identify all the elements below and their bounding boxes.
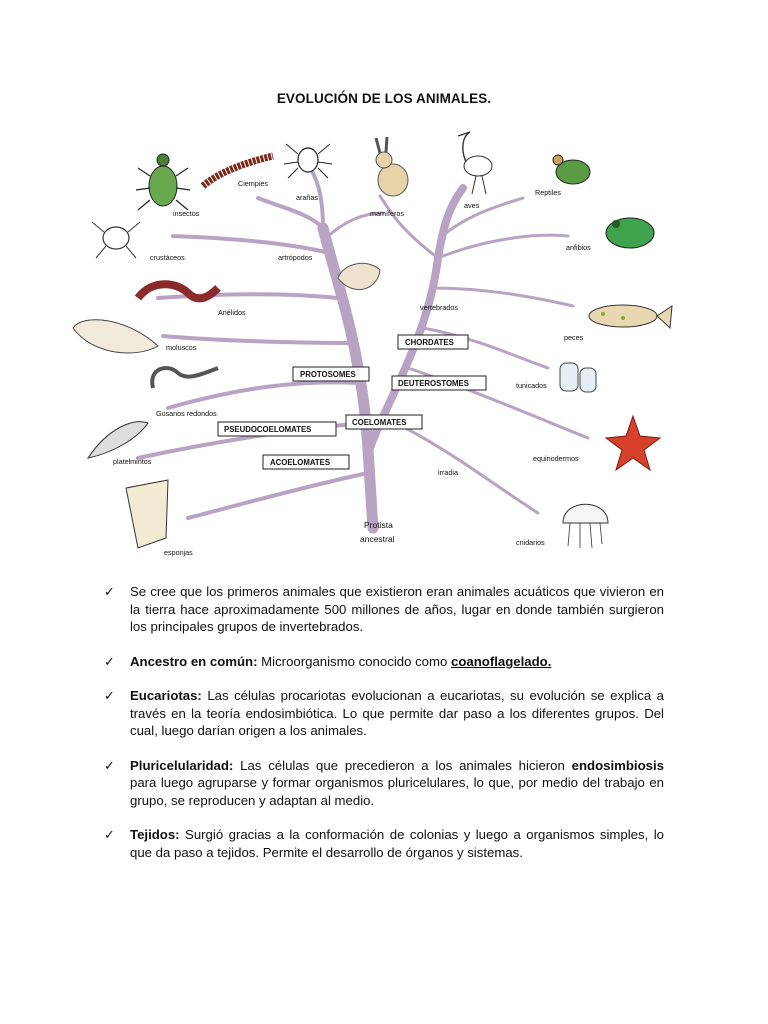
bullet-list bbox=[104, 583, 664, 878]
animal-evolution-tree bbox=[68, 118, 680, 558]
spider-icon bbox=[284, 144, 332, 178]
box-deuterostomes-label: DEUTEROSTOMES bbox=[398, 379, 469, 388]
box-chordates bbox=[398, 335, 468, 349]
label-moluscos: moluscos bbox=[166, 343, 197, 352]
checkmark-icon: ✓ bbox=[104, 688, 115, 703]
bullet-text: Se cree que los primeros animales que existieron eran animales acuáticos que vivieron en la tierra hace aproximadamente 500 millones de años, lugar en donde también surgieron los principales grupos de invertebrados. bbox=[130, 584, 664, 634]
box-acoelomates bbox=[263, 455, 349, 469]
bullet-text: Las células procariotas evolucionan a eucariotas, su evolución se explica a través en la teoría endosimbiótica. Lo que permite dar paso a los diferentes grupos. Del cual, luego darían origen a los animales. bbox=[130, 688, 664, 738]
jellyfish-icon bbox=[563, 504, 608, 548]
label-cnidarios: cnidarios bbox=[516, 538, 545, 547]
roundworm-icon bbox=[152, 368, 218, 388]
root-label-line1: Protista bbox=[364, 520, 393, 530]
bullet-term: Pluricelularidad: bbox=[130, 757, 234, 773]
box-chordates-label: CHORDATES bbox=[405, 338, 454, 347]
bullet-text: Las células que precedieron a los animales hicieron bbox=[233, 757, 572, 773]
bullet-term: Eucariotas: bbox=[130, 688, 202, 703]
bullet-emphasis: endosimbiosis bbox=[571, 757, 664, 773]
bullet-item bbox=[104, 757, 664, 810]
turtle-icon bbox=[553, 155, 590, 184]
label-anelidos: Anélidos bbox=[218, 308, 246, 317]
label-peces: peces bbox=[564, 333, 584, 342]
label-aves: aves bbox=[464, 201, 480, 210]
label-gusanos-redondos: Gusanos redondos bbox=[156, 409, 217, 418]
beetle-icon bbox=[136, 154, 190, 210]
bullet-text-continued: para luego agruparse y formar organismos pluricelulares, lo que, por medio del trabajo en grupo, se reproducen y adaptan al medio. bbox=[130, 775, 664, 808]
label-insectos: insectos bbox=[173, 209, 200, 218]
box-protosomes bbox=[293, 367, 369, 381]
deuterostome-trunk bbox=[370, 188, 463, 448]
checkmark-icon: ✓ bbox=[104, 827, 115, 842]
bullet-term: Ancestro en común: bbox=[130, 653, 258, 669]
bullet-item bbox=[104, 653, 664, 671]
label-platelmintos: platelmintos bbox=[113, 457, 152, 466]
label-esponjas: esponjas bbox=[164, 548, 193, 557]
root-label-line2: ancestral bbox=[360, 534, 395, 544]
box-coelomates bbox=[346, 415, 422, 429]
bullet-text: Surgió gracias a la conformación de colonias y luego a organismos simples, lo que da paso a tejidos. Permite el desarrollo de órganos y sistemas. bbox=[130, 827, 664, 860]
box-protosomes-label: PROTOSOMES bbox=[300, 370, 356, 379]
label-artropodos: artrópodos bbox=[278, 253, 313, 262]
starfish-icon bbox=[606, 416, 660, 470]
bullet-term: Tejidos: bbox=[130, 827, 180, 842]
frog-icon bbox=[606, 218, 654, 248]
label-reptiles: Reptiles bbox=[535, 188, 561, 197]
bullet-text: Microorganismo conocido como bbox=[257, 653, 451, 669]
tree-diagram bbox=[68, 118, 680, 558]
mussel-icon bbox=[73, 320, 158, 353]
box-coelomates-label: COELOMATES bbox=[352, 418, 407, 427]
label-mamiferos: mamíferos bbox=[370, 209, 404, 218]
sponge-icon bbox=[126, 480, 168, 548]
checkmark-icon: ✓ bbox=[104, 653, 115, 669]
label-tunicados: tunicados bbox=[516, 381, 547, 390]
label-equinodermos: equinodermos bbox=[533, 454, 579, 463]
crab-icon bbox=[92, 222, 140, 258]
label-vertebrados: vertebrados bbox=[420, 303, 458, 312]
label-irradia: irradia bbox=[438, 468, 458, 477]
checkmark-icon: ✓ bbox=[104, 757, 115, 773]
checkmark-icon: ✓ bbox=[104, 584, 115, 599]
rabbit-icon bbox=[376, 137, 408, 196]
tunicate-icon bbox=[560, 363, 596, 392]
bullet-item bbox=[104, 687, 664, 740]
box-acoelomates-label: ACOELOMATES bbox=[270, 458, 331, 467]
label-aranas: arañas bbox=[296, 193, 318, 202]
document-title: EVOLUCIÓN DE LOS ANIMALES. bbox=[276, 91, 492, 106]
bullet-item bbox=[104, 826, 664, 861]
flatworm-icon bbox=[88, 422, 148, 458]
label-cienpies: Ciempies bbox=[238, 179, 268, 188]
bullet-emphasis: coanoflagelado. bbox=[451, 653, 552, 669]
label-crustaceos: crustáceos bbox=[150, 253, 185, 262]
box-pseudocoelomates-label: PSEUDOCOELOMATES bbox=[224, 425, 312, 434]
bullet-item bbox=[104, 583, 664, 636]
label-anfibios: anfibios bbox=[566, 243, 591, 252]
box-deuterostomes bbox=[392, 376, 486, 390]
box-pseudocoelomates bbox=[218, 422, 336, 436]
fish-icon bbox=[589, 305, 672, 328]
